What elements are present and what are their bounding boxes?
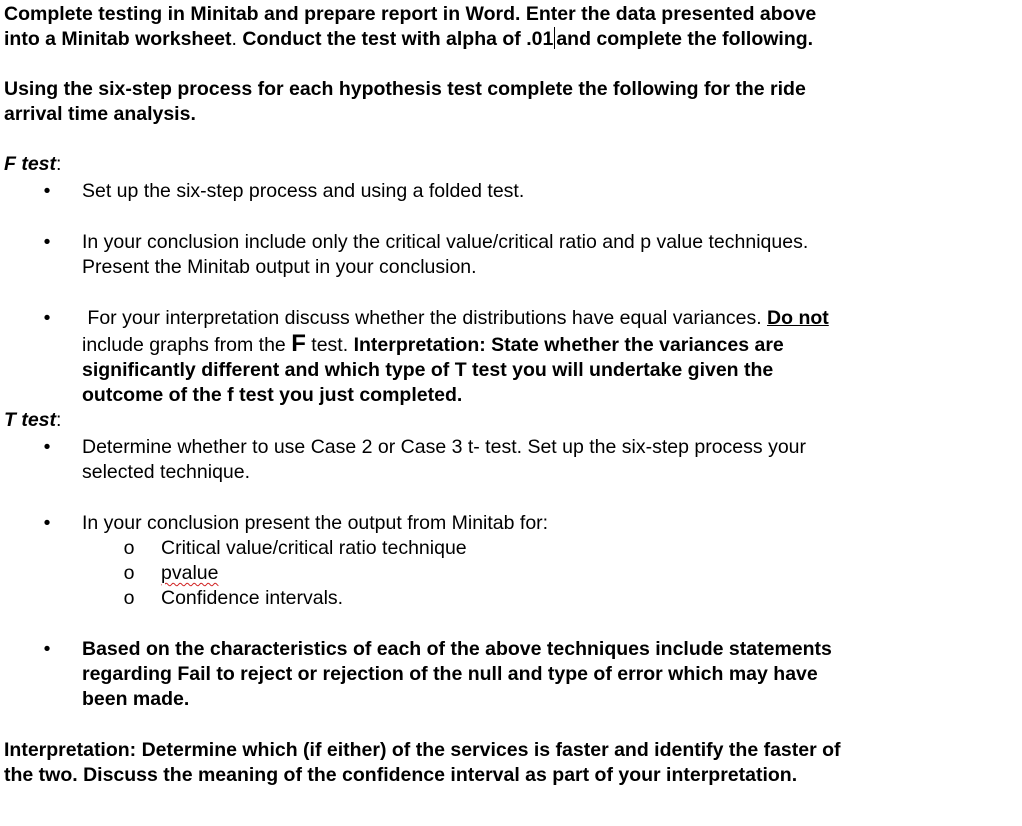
t-test-subitem-2 — [4, 561, 1014, 586]
f-test-heading-colon: : — [56, 153, 62, 175]
f-test-item-3-line-2c: test. — [305, 334, 354, 356]
t-test-heading — [4, 408, 1014, 433]
six-step-line-2: arrival time analysis. — [4, 103, 196, 125]
t-test-heading-colon: : — [56, 409, 62, 431]
bullet-icon: • — [43, 512, 51, 534]
circle-bullet-icon: o — [123, 587, 135, 609]
circle-bullet-icon: o — [123, 537, 135, 559]
f-test-item-3 — [4, 306, 1014, 408]
t-test-item-2 — [4, 511, 1014, 536]
f-test-item-2-line-1: In your conclusion include only the critical value/critical ratio and p value techniques. — [82, 231, 809, 253]
f-test-item-3-line-1a: For your interpretation discuss whether the distributions have equal variances. — [82, 307, 768, 329]
f-test-item-2-line-2: Present the Minitab output in your conclusion. — [82, 256, 477, 278]
bullet-icon: • — [43, 307, 51, 329]
bullet-icon: • — [43, 180, 51, 202]
closing-paragraph — [4, 738, 1014, 788]
f-test-item-2 — [4, 230, 1014, 280]
closing-line-1: Interpretation: Determine which (if either) of the services is faster and identify the faster of — [4, 739, 841, 761]
bullet-icon: • — [43, 638, 51, 660]
t-test-item-3-line-2: regarding Fail to reject or rejection of the null and type of error which may have — [82, 663, 818, 685]
f-test-item-3-line-2a: include graphs from the — [82, 334, 292, 356]
intro-line-1: Complete testing in Minitab and prepare report in Word. Enter the data presented above — [4, 3, 817, 25]
intro-line-2d: and complete the following. — [556, 28, 814, 50]
closing-line-2: the two. Discuss the meaning of the confidence interval as part of your interpretation. — [4, 764, 798, 786]
t-test-subitem-2-text: pvalue — [161, 562, 219, 584]
f-test-item-3-line-3: significantly different and which type of T test you will undertake given the — [82, 359, 774, 381]
circle-bullet-icon: o — [123, 562, 135, 584]
f-test-item-3-line-2d: Interpretation: State whether the variances are — [353, 334, 784, 356]
bullet-icon: • — [43, 231, 51, 253]
t-test-item-1-line-2: selected technique. — [82, 461, 251, 483]
intro-line-2a: into a Minitab worksheet — [4, 28, 232, 50]
f-test-item-1 — [4, 179, 1014, 204]
t-test-item-2-text: In your conclusion present the output from Minitab for: — [82, 512, 549, 534]
t-test-item-1 — [4, 435, 1014, 485]
t-test-item-3 — [4, 637, 1014, 712]
intro-line-2c: Conduct the test with alpha of .01 — [242, 28, 554, 50]
t-test-heading-text: T test — [4, 409, 57, 431]
f-test-heading-text: F test — [4, 153, 57, 175]
t-test-item-3-line-1: Based on the characteristics of each of the above techniques include statements — [82, 638, 832, 660]
f-test-heading — [4, 152, 1014, 177]
bullet-icon: • — [43, 436, 51, 458]
f-letter: F — [291, 330, 306, 357]
t-test-subitem-1-text: Critical value/critical ratio technique — [161, 537, 467, 559]
t-test-item-3-line-3: been made. — [82, 688, 190, 710]
t-test-subitem-1 — [4, 536, 1014, 561]
intro-line-2b: . — [231, 28, 243, 50]
do-not-emphasis: Do not — [767, 307, 829, 329]
f-test-item-1-text: Set up the six-step process and using a folded test. — [82, 180, 525, 202]
t-test-subitem-3-text: Confidence intervals. — [161, 587, 344, 609]
six-step-paragraph — [4, 77, 1014, 127]
six-step-line-1: Using the six-step process for each hypothesis test complete the following for the ride — [4, 78, 806, 100]
document-body[interactable] — [4, 2, 1014, 788]
intro-paragraph — [4, 2, 1014, 52]
f-test-item-3-line-4: outcome of the f test you just completed. — [82, 384, 463, 406]
t-test-item-1-line-1: Determine whether to use Case 2 or Case 3 t- test. Set up the six-step process your — [82, 436, 807, 458]
t-test-subitem-3 — [4, 586, 1014, 611]
